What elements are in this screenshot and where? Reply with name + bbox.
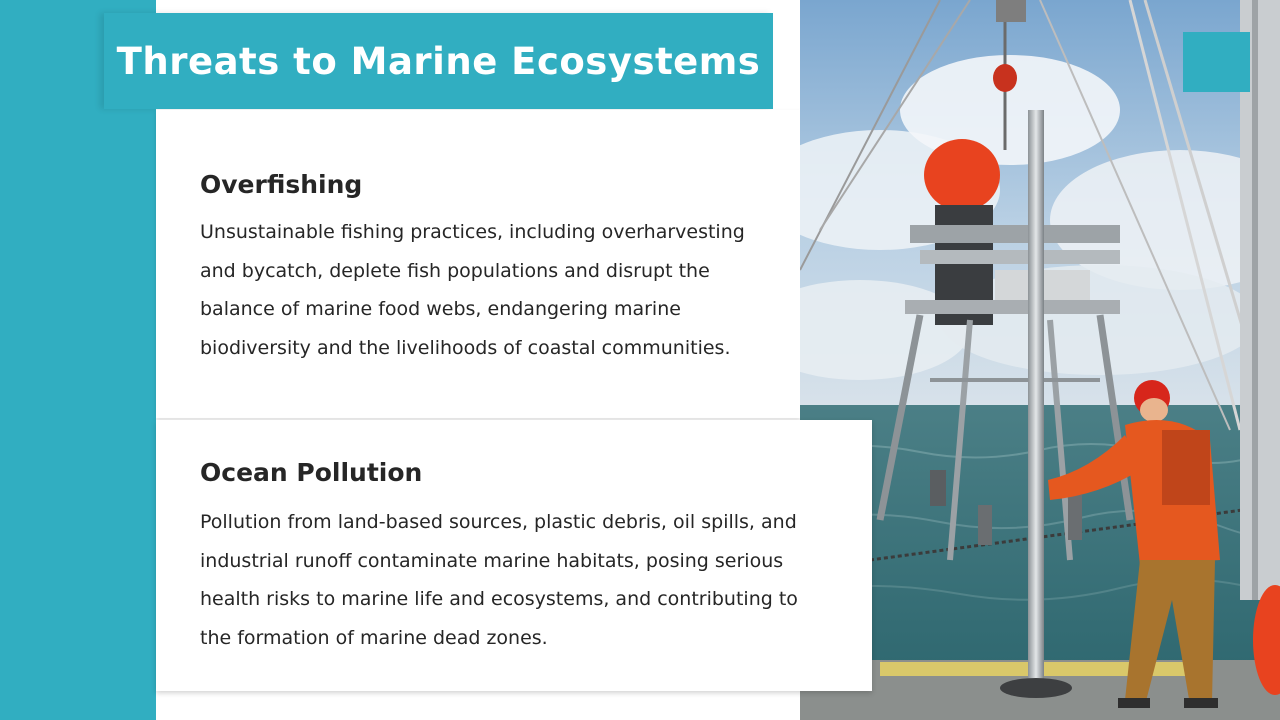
overfishing-heading: Overfishing [200,170,363,199]
ocean-pollution-card [156,420,872,691]
ocean-pollution-body: Pollution from land-based sources, plastic debris, oil spills, and industrial runoff contaminate marine habitats, posing serious health risks to marine life and ecosystems, and contributing to the formation of marine dead zones. [200,511,798,649]
slide-title: Threats to Marine Ecosystems [116,39,761,83]
corner-accent-square [1183,32,1250,92]
title-banner [104,13,773,109]
overfishing-card [156,110,800,418]
ocean-pollution-heading: Ocean Pollution [200,458,423,487]
research-vessel-photo [800,0,1280,720]
overfishing-body: Unsustainable fishing practices, including overharvesting and bycatch, deplete fish populations and disrupt the balance of marine food webs, endangering marine biodiversity and the livelihoods of coastal communities. [200,221,745,359]
